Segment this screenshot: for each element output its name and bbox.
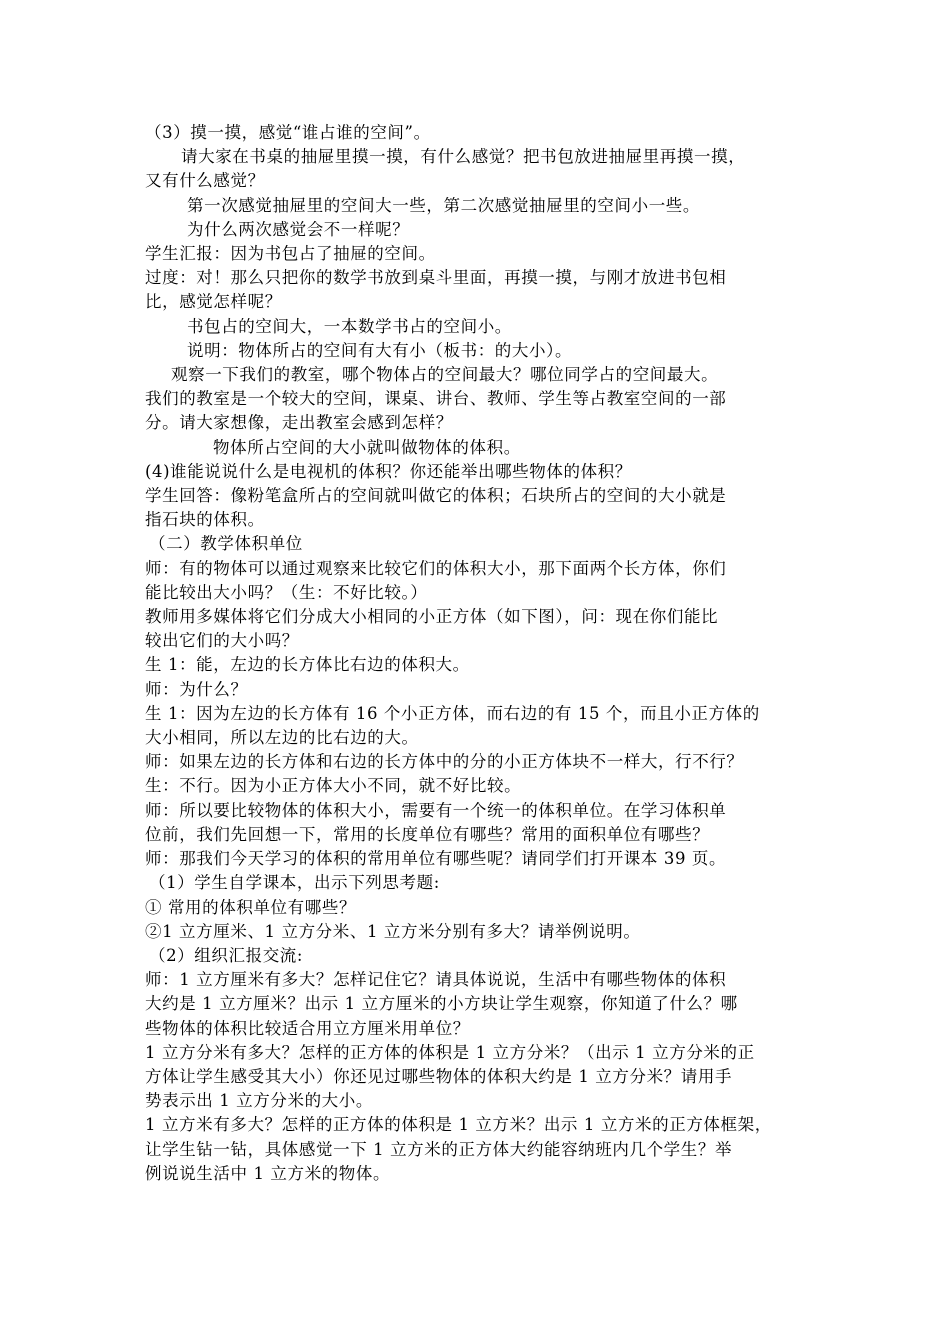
paragraph-line: 我们的教室是一个较大的空间，课桌、讲台、教师、学生等占教室空间的一部 [145,389,727,409]
paragraph-line: 能比较出大小吗？（生：不好比较。） [145,582,428,602]
paragraph-line: 师：如果左边的长方体和右边的长方体中的分的小正方体块不一样大，行不行？ [145,752,744,772]
paragraph-line: 比，感觉怎样呢？ [145,292,282,312]
paragraph-line: 1 立方分米有多大？怎样的正方体的体积是 1 立方分米？（出示 1 立方分米的正 [145,1042,755,1062]
question-item: ① 常用的体积单位有哪些？ [145,897,357,917]
paragraph-line: 分。请大家想像，走出教室会感到怎样？ [145,413,453,433]
paragraph-line: 师：所以要比较物体的体积大小，需要有一个统一的体积单位。在学习体积单 [145,800,727,820]
paragraph-line: 观察一下我们的教室，哪个物体占的空间最大？哪位同学占的空间最大。 [171,365,719,385]
paragraph-line: 师：1 立方厘米有多大？怎样记住它？请具体说说，生活中有哪些物体的体积 [145,970,727,990]
paragraph-line: 大约是 1 立方厘米？出示 1 立方厘米的小方块让学生观察，你知道了什么？哪 [145,994,738,1014]
step-4-heading: (4)谁能说说什么是电视机的体积？你还能举出哪些物体的体积？ [145,461,632,481]
paragraph-line: 生：不行。因为小正方体大小不同，就不好比较。 [145,776,522,796]
paragraph-line: 师：有的物体可以通过观察来比较它们的体积大小，那下面两个长方体，你们 [145,558,727,578]
paragraph-line: 位前，我们先回想一下，常用的长度单位有哪些？常用的面积单位有哪些？ [145,824,710,844]
paragraph-line: 大小相同，所以左边的比右边的大。 [145,728,419,748]
step-1-heading: （1）学生自学课本，出示下列思考题: [149,873,440,893]
definition-line: 物体所占空间的大小就叫做物体的体积。 [213,437,521,457]
paragraph-line: 例说说生活中 1 立方米的物体。 [145,1163,391,1183]
paragraph-line: 较出它们的大小吗？ [145,631,299,651]
step-2-heading: （2）组织汇报交流: [149,945,304,965]
section-heading: （二）教学体积单位 [149,534,303,554]
paragraph-line: 教师用多媒体将它们分成大小相同的小正方体（如下图），问：现在你们能比 [145,607,719,627]
paragraph-line: 又有什么感觉？ [145,171,265,191]
paragraph-line: 方体让学生感受其大小）你还见过哪些物体的体积大约是 1 立方分米？请用手 [145,1066,733,1086]
paragraph-line: 师：为什么？ [145,679,248,699]
paragraph-line: 师：那我们今天学习的体积的常用单位有哪些呢？请同学们打开课本 39 页。 [145,849,727,869]
paragraph-line: 说明：物体所占的空间有大有小（板书：的大小）。 [187,340,573,360]
question-item: ②1 立方厘米、1 立方分米、1 立方米分别有多大？请举例说明。 [145,921,641,941]
paragraph-line: 学生回答：像粉笔盒所占的空间就叫做它的体积；石块所占的空间的大小就是 [145,486,727,506]
paragraph-line: 些物体的体积比较适合用立方厘米用单位？ [145,1018,470,1038]
paragraph-line: 为什么两次感觉会不一样呢？ [187,219,410,239]
paragraph-line: 第一次感觉抽屉里的空间大一些，第二次感觉抽屉里的空间小一些。 [187,195,700,215]
paragraph-line: 过度：对！那么只把你的数学书放到桌斗里面，再摸一摸，与刚才放进书包相 [145,268,727,288]
paragraph-line: 指石块的体积。 [145,510,265,530]
paragraph-line: 势表示出 1 立方分米的大小。 [145,1091,373,1111]
step-3-heading: （3）摸一摸，感觉“谁占谁的空间”。 [145,123,431,142]
document-body [145,121,820,1186]
paragraph-line: 生 1：因为左边的长方体有 16 个小正方体，而右边的有 15 个，而且小正方体的 [145,703,760,723]
paragraph-line: 学生汇报：因为书包占了抽屉的空间。 [145,244,436,264]
paragraph-line: 书包占的空间大，一本数学书占的空间小。 [187,316,512,336]
paragraph-line: 生 1：能，左边的长方体比右边的体积大。 [145,655,470,675]
paragraph-line: 让学生钻一钻，具体感觉一下 1 立方米的正方体大约能容纳班内几个学生？举 [145,1139,733,1159]
paragraph-line: 请大家在书桌的抽屉里摸一摸，有什么感觉？把书包放进抽屉里再摸一摸， [181,147,746,167]
paragraph-line: 1 立方米有多大？怎样的正方体的体积是 1 立方米？出示 1 立方米的正方体框架， [145,1115,772,1135]
